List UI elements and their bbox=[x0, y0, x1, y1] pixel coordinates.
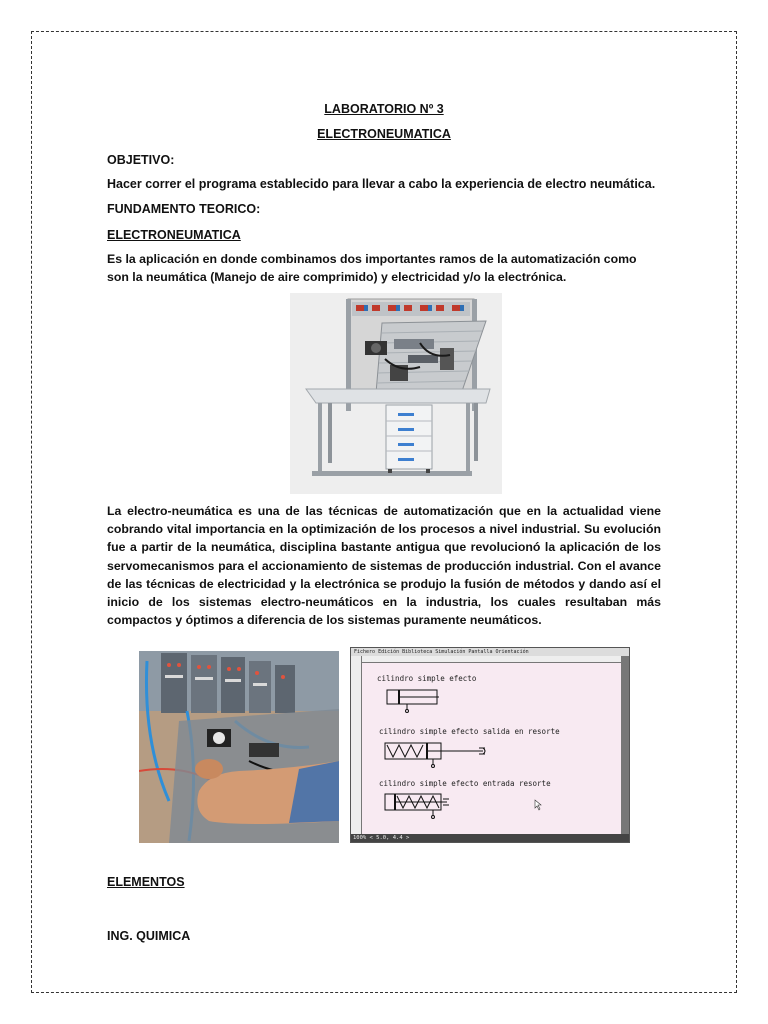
fundamentals-subheading: ELECTRONEUMATICA bbox=[107, 228, 241, 242]
objective-text: Hacer correr el programa establecido para llevar a cabo la experiencia de electro neumática. bbox=[107, 177, 656, 191]
body-paragraph: La electro-neumática es una de las técnicas de automatización que en la actualidad viene cobrando vital importancia en la optimización de los procesos a nivel industrial. Su evolución fue a partir de la neumática, disciplina bastante antigua que revolucionó la aplicación de los servomecanismos para el accionamiento de sistemas de producción industrial. Con el avance de las técnicas de electricidad y la electrónica se produjo la fusión de métodos y dando así el inicio de los sistemas electro-neumáticos en la industria, los cuales resultaban más compactos y óptimos a diferencia de los sistemas puramente neumáticos. bbox=[107, 504, 661, 628]
intro-paragraph: Es la aplicación en donde combinamos dos importantes ramos de la automatización como son la neumática (Manejo de aire comprimido) y electricidad y/o la electrónica. bbox=[107, 252, 637, 285]
cylinder-label-2: cilindro simple efecto salida en resorte bbox=[379, 727, 560, 736]
hands-on-panel-photo bbox=[139, 651, 339, 843]
subject-title: ELECTRONEUMATICA bbox=[317, 127, 451, 141]
lab-title: LABORATORIO Nº 3 bbox=[324, 102, 444, 116]
footer-text: ING. QUIMICA bbox=[107, 929, 191, 943]
cylinder-symbols bbox=[351, 648, 630, 843]
simulator-screenshot bbox=[350, 647, 630, 843]
cylinder-label-1: cilindro simple efecto bbox=[377, 674, 477, 683]
fundamentals-heading: FUNDAMENTO TEORICO: bbox=[107, 202, 261, 216]
elements-heading: ELEMENTOS bbox=[107, 875, 185, 889]
cylinder-label-3: cilindro simple efecto entrada resorte bbox=[379, 779, 551, 788]
objective-heading: OBJETIVO: bbox=[107, 153, 175, 167]
workbench-photo bbox=[290, 293, 502, 494]
simulator-menu: Fichero Edición Biblioteca Simulación Pantalla Orientación bbox=[351, 648, 630, 656]
simulator-status-bar: 100% < 5.0, 4.4 > bbox=[351, 834, 629, 842]
